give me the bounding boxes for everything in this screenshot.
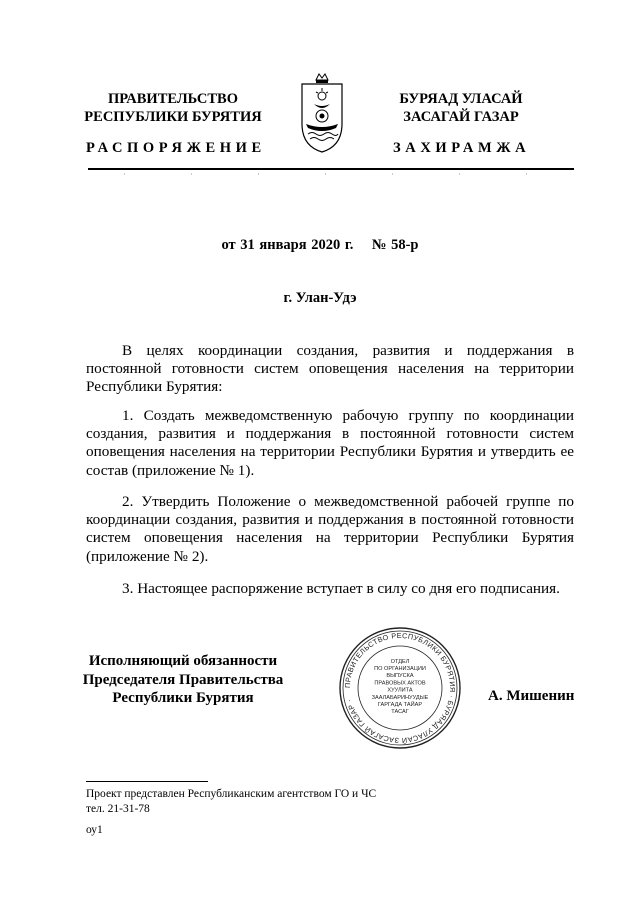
header-divider <box>88 168 574 170</box>
seal-center-line: ПРАВОВЫХ АКТОВ <box>374 680 426 687</box>
header-left-line1: ПРАВИТЕЛЬСТВО <box>108 91 238 107</box>
document-city: г. Улан-Удэ <box>283 290 357 306</box>
doc-type-right: ЗАХИРАМЖА <box>393 140 531 156</box>
signatory-title-line3: Республики Бурятия <box>112 690 254 706</box>
document-date-number: от 31 января 2020 г. № 58-р <box>221 237 419 253</box>
seal-center-line: ХУУЛИТА <box>387 687 413 694</box>
footnote-divider <box>86 781 208 782</box>
seal-center-line: ПО ОРГАНИЗАЦИИ <box>374 666 426 672</box>
seal-center-line: ТАСАГ <box>391 709 409 716</box>
footnote-code: оу1 <box>86 824 103 836</box>
seal-ring-text: ПРАВИТЕЛЬСТВО РЕСПУБЛИКИ БУРЯТИЯ · БУРЯАД УЛАСАЙ ЗАСАГАЙ ГАЗАР · <box>342 630 458 746</box>
footnote-phone: тел. 21-31-78 <box>86 803 150 815</box>
header-right-line1: БУРЯАД УЛАСАЙ <box>399 91 523 107</box>
official-seal <box>338 626 462 750</box>
footnote-project: Проект представлен Республиканским агентством ГО и ЧС <box>86 788 377 800</box>
header-right-line2: ЗАСАГАЙ ГАЗАР <box>403 109 519 125</box>
signatory-name: А. Мишенин <box>488 688 575 704</box>
header-dotted-divider <box>124 171 574 177</box>
paragraph-item-1: 1. Создать межведомственную рабочую группу по координации создания, развития и поддержания в постоянной готовности систем оповещения населения на территории Республики Бурятия и утвердить ее состав (приложение № 1). <box>86 407 574 479</box>
seal-center-line: ЗААЛАБАРИНУУДЫЕ <box>371 694 429 701</box>
doc-type-left: РАСПОРЯЖЕНИЕ <box>86 140 266 156</box>
signatory-title <box>78 652 288 708</box>
signatory-title-line1: Исполняющий обязанности <box>88 653 278 669</box>
header-left-line2: РЕСПУБЛИКИ БУРЯТИЯ <box>84 109 262 125</box>
seal-center-line: ВЫПУСКА <box>386 673 414 680</box>
seal-center-line: ОТДЕЛ <box>390 658 410 665</box>
header-left-block <box>68 90 278 126</box>
paragraph-item-3: 3. Настоящее распоряжение вступает в силу со дня его подписания. <box>122 580 560 597</box>
paragraph-intro: В целях координации создания, развития и поддержания в постоянной готовности систем оповещения населения на территории Республики Бурятия: <box>86 342 574 396</box>
seal-center-line: ГАРГАДА ТАЙАР <box>377 702 423 708</box>
paragraph-item-2: 2. Утвердить Положение о межведомственной рабочей группе по координации создания, развития и поддержания в постоянной готовности систем оповещения населения на территории Республики Бурятия (приложение № 2). <box>86 493 574 565</box>
signatory-title-line2: Председателя Правительства <box>82 671 284 688</box>
header-right-block <box>366 90 556 126</box>
coat-of-arms-icon <box>298 72 346 154</box>
